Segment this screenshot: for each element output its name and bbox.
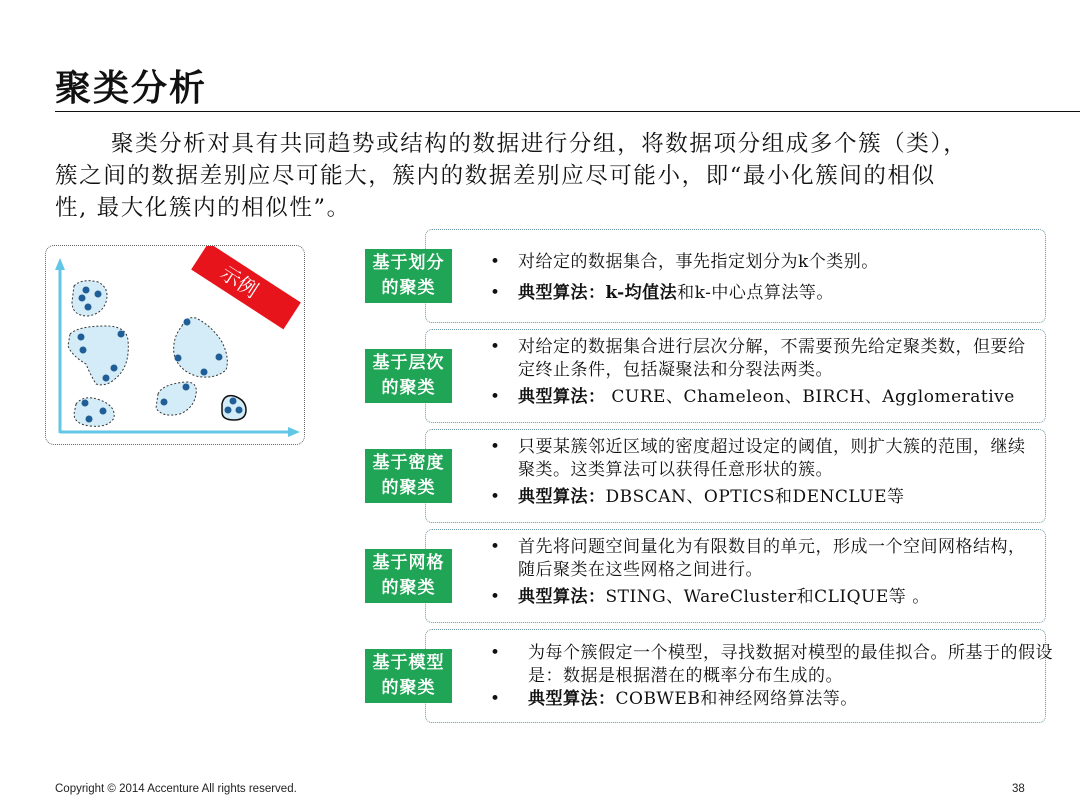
category-bullets-hierarchical: • 对给定的数据集合进行层次分解，不需要预先给定聚类数，但要给定终止条件，包括凝聚法和分裂法两类。 • 典型算法： CURE、Chameleon、BIRCH、Agglomerative xyxy=(490,337,1026,407)
cluster-example-diagram xyxy=(45,245,305,445)
category-bullets-partition: • 对给定的数据集合，事先指定划分为k个类别。 • 典型算法：k-均值法和k-中心点算法等。 xyxy=(490,252,879,303)
category-label-hierarchical: 基于层次 的聚类 xyxy=(365,349,452,403)
intro-line-2: 簇之间的数据差别应尽可能大，簇内的数据差别应尽可能小，即“最小化簇间的相似 xyxy=(55,163,936,189)
intro-paragraph xyxy=(55,128,1075,224)
slide-title: 聚类分析 xyxy=(55,67,208,109)
example-badge-text: 示例 xyxy=(215,260,263,303)
intro-line-3: 性, 最大化簇内的相似性”。 xyxy=(55,195,351,221)
footer-copyright: Copyright © 2014 Accenture All rights reserved. xyxy=(55,783,297,795)
category-bullets-model: • 为每个簇假定一个模型，寻找数据对模型的最佳拟合。所基于的假设是：数据是根据潜在的概率分布生成的。 • 典型算法：COBWEB和神经网络算法等。 xyxy=(490,643,1053,709)
category-label-model: 基于模型 的聚类 xyxy=(365,649,452,703)
page-number: 38 xyxy=(1012,783,1025,795)
intro-line-1: 聚类分析对具有共同趋势或结构的数据进行分组，将数据项分组成多个簇（类）， xyxy=(111,131,968,157)
title-divider xyxy=(55,111,1080,112)
category-label-density: 基于密度 的聚类 xyxy=(365,449,452,503)
category-bullets-grid: • 首先将问题空间量化为有限数目的单元，形成一个空间网格结构，随后聚类在这些网格之间进行。 • 典型算法：STING、WareCluster和CLIQUE等 。 xyxy=(490,537,1026,607)
category-bullets-density: • 只要某簇邻近区域的密度超过设定的阈值，则扩大簇的范围，继续聚类。这类算法可以获得任意形状的簇。 • 典型算法：DBSCAN、OPTICS和DENCLUE等 xyxy=(490,437,1026,507)
category-label-grid: 基于网格 的聚类 xyxy=(365,549,452,603)
cluster-scatter-illustration xyxy=(46,246,304,444)
category-label-partition: 基于划分 的聚类 xyxy=(365,249,452,303)
